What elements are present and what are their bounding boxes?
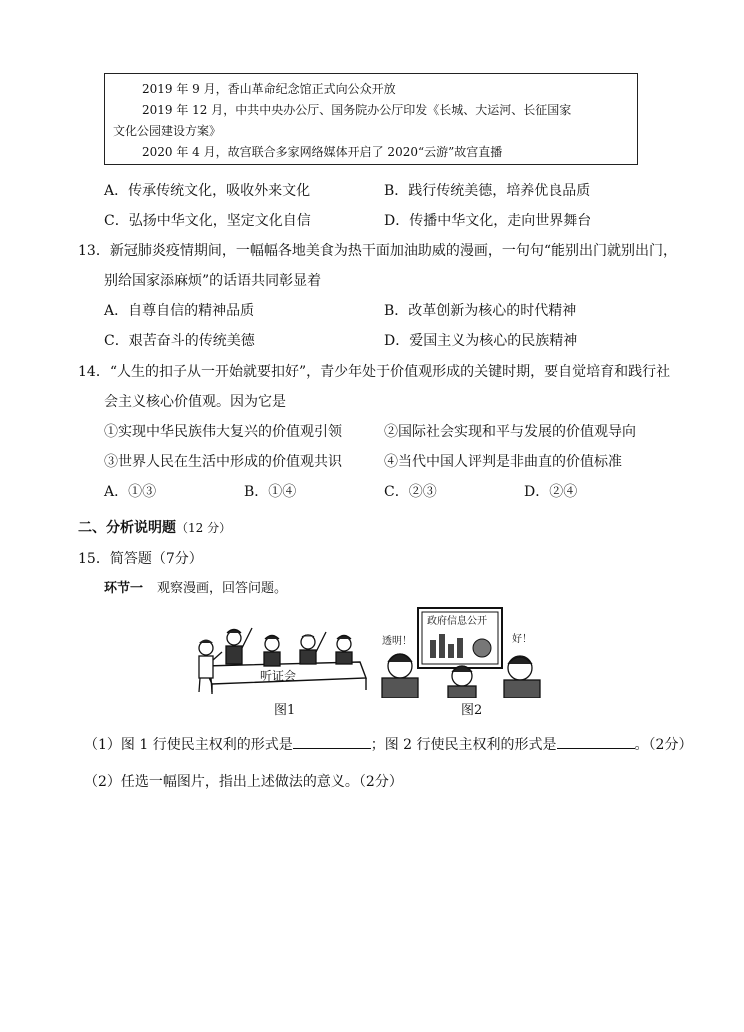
q13-option-c: C．艰苦奋斗的传统美德 [104,333,255,349]
q12-option-a: A．传承传统文化，吸收外来文化 [104,183,311,199]
q14-statement-2: ②国际社会实现和平与发展的价值观导向 [384,424,636,440]
gov-board-title: 政府信息公开 [427,616,487,627]
q14-statement-4: ④当代中国人评判是非曲直的价值标准 [384,454,622,470]
q12-option-d: D．传播中华文化，走向世界舞台 [384,213,592,229]
q14-option-c: C．②③ [384,484,437,500]
q14-stem-line-1: 14．“人生的扣子从一开始就要扣好”，青少年处于价值观形成的关键时期，要自觉培育和践行社 [78,364,671,380]
answer-blank-2[interactable] [557,734,635,749]
q15-sub1-part-c: 。（2分） [634,737,693,753]
q14-option-b: B．①④ [244,484,297,500]
q12-option-b: B．践行传统美德，培养优良品质 [384,183,591,199]
q14-option-a: A．①③ [104,484,157,500]
q13-stem-line-2: 别给国家添麻烦”的话语共同彰显着 [104,273,322,289]
material-line-2: 2019 年 12 月，中共中央办公厅、国务院办公厅印发《长城、大运河、长征国家 [142,103,572,117]
q14-statement-1: ①实现中华民族伟大复兴的价值观引领 [104,424,342,440]
q15-title: 15．简答题（7分） [78,551,203,567]
figure-2-caption: 图2 [461,703,483,718]
q13-stem-line-1: 13．新冠肺炎疫情期间，一幅幅各地美食为热干面加油助威的漫画，一句句“能别出门就别出门， [78,243,677,259]
speech-bubble-right: 好！ [512,634,532,645]
q15-part-text: 观察漫画，回答问题。 [157,581,288,596]
section-heading [78,518,231,538]
answer-blank-1[interactable] [293,734,371,749]
q15-sub1 [84,734,692,755]
q15-sub1-part-a: （1）图 1 行使民主权利的形式是 [84,737,293,753]
q15-part-line [104,580,287,598]
hearing-sign-text: 听证会 [260,669,297,683]
q12-option-c: C．弘扬中华文化，坚定文化自信 [104,213,311,229]
section-score: （12 分） [176,521,232,535]
section-title: 二、分析说明题 [78,520,176,536]
figure-1-caption: 图1 [274,703,296,718]
material-line-4: 2020 年 4 月，故宫联合多家网络媒体开启了 2020“云游”故宫直播 [142,145,503,159]
speech-bubble-left: 透明！ [382,636,412,647]
q13-option-a: A．自尊自信的精神品质 [104,303,255,319]
q13-option-b: B．改革创新为核心的时代精神 [384,303,577,319]
material-line-1: 2019 年 9 月，香山革命纪念馆正式向公众开放 [142,82,396,96]
q14-statement-3: ③世界人民在生活中形成的价值观共识 [104,454,342,470]
q15-sub2: （2）任选一幅图片，指出上述做法的意义。（2分） [84,774,403,790]
q15-part-label: 环节一 [104,581,144,596]
q14-stem-line-2: 会主义核心价值观。因为它是 [104,394,286,410]
q14-option-d: D．②④ [524,484,578,500]
cartoon-government-info-figure [378,602,548,698]
material-line-3: 文化公园建设方案》 [113,124,222,138]
q15-sub1-part-b: ；图 2 行使民主权利的形式是 [370,737,557,753]
cartoon-hearing-figure [192,622,370,696]
q13-option-d: D．爱国主义为核心的民族精神 [384,333,578,349]
